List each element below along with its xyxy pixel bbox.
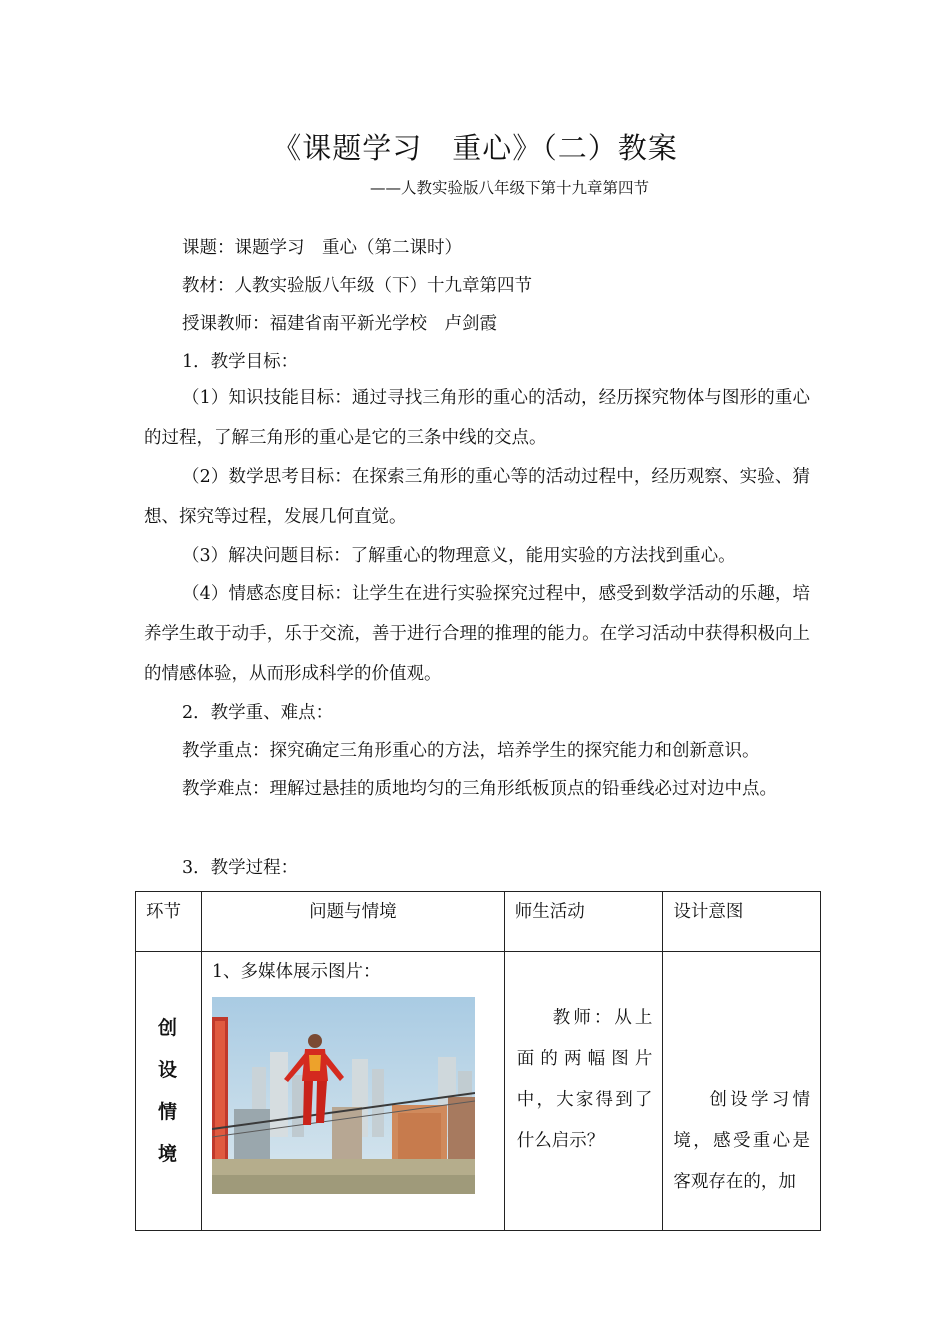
lesson-teacher: 授课教师：福建省南平新光学校 卢剑霞 bbox=[182, 314, 497, 334]
header-design: 设计意图 bbox=[663, 892, 821, 952]
section-heading-key-points: 2．教学重、难点： bbox=[182, 703, 334, 723]
objective-attitude: （4）情感态度目标：让学生在进行实验探究过程中，感受到数学活动的乐趣，培养学生敢于动手，乐于交流，善于进行合理的推理的能力。在学习活动中获得积极向上的情感体验，从而形成科学的价值观。 bbox=[144, 584, 810, 684]
stage-label-line1: 创设 bbox=[157, 1017, 191, 1081]
design-cell bbox=[663, 952, 821, 1231]
section-heading-objectives: 1．教学目标： bbox=[182, 352, 299, 372]
document-title: 《课题学习 重心》（二）教案 bbox=[272, 131, 678, 165]
document-subtitle: ——人教实验版八年级下第十九章第四节 bbox=[370, 179, 650, 197]
objective-knowledge: （1）知识技能目标：通过寻找三角形的重心的活动，经历探究物体与图形的重心的过程，了解三角形的重心是它的三条中线的交点。 bbox=[144, 388, 810, 448]
key-point: 教学重点：探究确定三角形重心的方法，培养学生的探究能力和创新意识。 bbox=[182, 741, 760, 761]
design-text: 创设学习情境，感受重心是客观存在的，加 bbox=[673, 1090, 810, 1192]
stage-label-line2: 情境 bbox=[157, 1101, 191, 1165]
problem-cell bbox=[201, 952, 504, 1231]
teaching-process-table bbox=[135, 891, 821, 1231]
difficult-point: 教学难点：理解过悬挂的质地均匀的三角形纸板顶点的铅垂线必过对边中点。 bbox=[182, 779, 777, 799]
objective-thinking: （2）数学思考目标：在探索三角形的重心等的活动过程中，经历观察、实验、猜想、探究等过程，发展几何直觉。 bbox=[144, 467, 810, 527]
lesson-topic: 课题：课题学习 重心（第二课时） bbox=[182, 238, 462, 258]
header-activity: 师生活动 bbox=[504, 892, 663, 952]
lesson-textbook: 教材：人教实验版八年级（下）十九章第四节 bbox=[182, 276, 532, 296]
table-header-row bbox=[136, 892, 821, 952]
header-stage: 环节 bbox=[136, 892, 202, 952]
section-heading-process: 3．教学过程： bbox=[182, 858, 299, 878]
objective-problem-solving: （3）解决问题目标：了解重心的物理意义，能用实验的方法找到重心。 bbox=[182, 546, 736, 566]
activity-cell bbox=[504, 952, 663, 1231]
tightrope-walker-photo bbox=[212, 997, 475, 1194]
activity-text: 教师：从上面的两幅图片中，大家得到了什么启示？ bbox=[516, 1008, 653, 1151]
problem-text: 1、多媒体展示图片： bbox=[211, 962, 381, 982]
table-row bbox=[136, 952, 821, 1231]
stage-cell bbox=[136, 952, 202, 1231]
header-problem: 问题与情境 bbox=[201, 892, 504, 952]
